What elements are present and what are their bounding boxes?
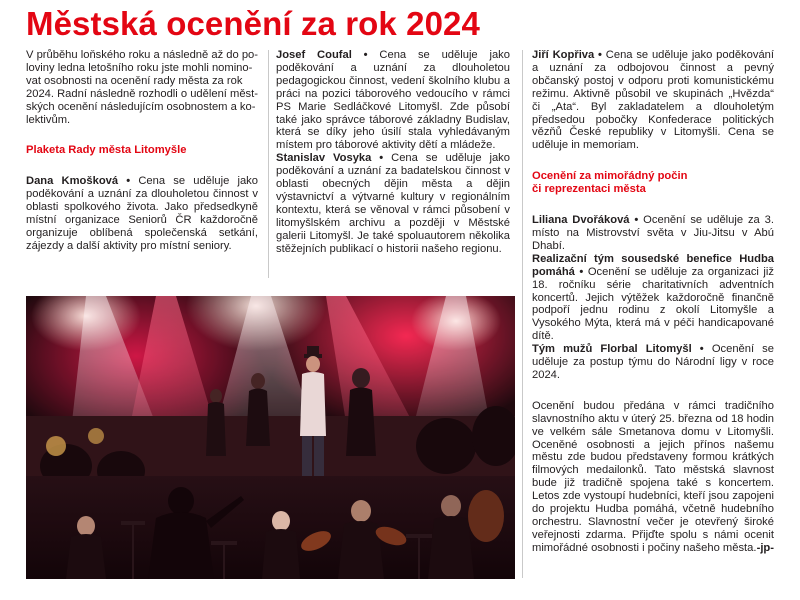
awardee-text: Ocenění se uděluje za organizaci již 18. ročníku série charitativních adventních koncertů. Jejich výtěžek každoročně finančně podpoří jednu rodinu z okolí Litomyšle a Vysokého Mýta, která má v péči handicapované dítě. bbox=[532, 265, 774, 343]
intro-paragraph: V průběhu loňského roku a následně až do po- loviny ledna letošního roku jste mohli nomino- vat osobnosti na ocenění rady města za rok 2024. Radní následně rozhodli o udělení měst- ských ocenění následujícím osobnostem a ko- lektivům. bbox=[26, 49, 258, 126]
awardee-name: Jiří Kopřiva bbox=[532, 49, 595, 61]
awardee-text: Ocenění se uděluje za 3. místo na Mistrovství světa v Jiu-Jitsu v Abú Dhabí. bbox=[532, 214, 774, 252]
awardee-entry: Stanislav Vosyka • Cena se uděluje jako poděkování a uznání za badatelskou činnost v oblasti obecných dějin města a dějin výstavnictví a výtvarné kultury v regionálním kontextu, která se věnoval v rámci působení v litomyšlském archivu a později v Městské galerii Litomyšl. Je také spoluautorem několika stěžejních publikací o historii našeho regionu. bbox=[276, 152, 510, 255]
concert-photo bbox=[26, 296, 515, 579]
awardee-entry: Jiří Kopřiva • Cena se uděluje jako poděkování a uznání za odbojovou činnost a pevný občanský postoj v odporu proti komunistickému režimu. Aktivně působil ve skupinách „Hvězda“ či „Ata“. Byl zakladatelem a dlouholetým předsedou pobočky Konfederace politických vězňů České republiky v Litomyšli. Cena se uděluje in memoriam. bbox=[532, 49, 774, 152]
awardee-text: Cena se uděluje jako poděkování a uznání za dlouholetou činnost v oblasti spolkového života. Jako předsedkyně místní organizace Seniorů ČR každoročně organizuje oblíbená společenská setkání, zájezdy a další aktivity pro místní seniory. bbox=[26, 175, 258, 252]
column-1 bbox=[26, 49, 258, 253]
awardee-text: Ocenění se uděluje za postup týmu do Národní ligy v roce 2024. bbox=[532, 343, 774, 381]
awardee-name: Josef Coufal bbox=[276, 49, 352, 61]
column-divider bbox=[268, 50, 269, 278]
awardee-entry: Liliana Dvořáková • Ocenění se uděluje za 3. místo na Mistrovství světa v Jiu-Jitsu v Abú Dhabí. bbox=[532, 214, 774, 252]
awardee-name: Dana Kmošková bbox=[26, 175, 119, 188]
awardee-entry: Josef Coufal • Cena se uděluje jako poděkování a uznání za dlouholetou pedagogickou činnost, vedení školního klubu a práci na pozici táborového vedoucího v rámci PS Marie Sedláčkové Litomyšl. Zde působí také jako správce táborové základny Budislav, která se díky jeho úsilí stala vyhledávaným místem pro táborové aktivity dětí a mládeže. bbox=[276, 49, 510, 152]
closing-paragraph: Ocenění budou předána v rámci tradičního slavnostního aktu v úterý 25. března od 18 hodin ve velkém sále Smetanova domu v Litomyšli. Oceněné osobnosti a jejich přínos našemu městu zde budou představeny formou krátkých filmových medailonků. Tato městská slavnost bude již tradičně spojena také s koncertem. Letos zde vystoupí hudebníci, kteří jsou zapojeni do projektu Hudba pomáhá, včetně hudebního orchestru. Slavnostní večer je otevřený široké veřejnosti zdarma. Přijďte spolu s námi ocenit mimořádné osobnosti i počiny našeho města. -jp- bbox=[532, 399, 774, 554]
column-divider bbox=[522, 50, 523, 578]
awardee-name: Realizační tým sousedské benefice Hudba pomáhá bbox=[532, 252, 774, 278]
awardee-entry: Dana Kmošková • Cena se uděluje jako poděkování a uznání za dlouholetou činnost v oblasti spolkového života. Jako předsedkyně místní organizace Seniorů ČR každoročně organizuje oblíbená společenská setkání, zájezdy a další aktivity pro místní seniory. bbox=[26, 175, 258, 252]
awardee-entry: Tým mužů Florbal Litomyšl • Ocenění se uděluje za postup týmu do Národní ligy v roce 2024. bbox=[532, 343, 774, 381]
awardee-entry: Realizační tým sousedské benefice Hudba pomáhá • Ocenění se uděluje za organizaci již 18. ročníku série charitativních adventních koncertů. Jejich výtěžek každoročně finančně podpoří jednu rodinu z okolí Litomyšle a Vysokého Mýta, která má v péči handicapované dítě. bbox=[532, 252, 774, 343]
column-3 bbox=[532, 49, 774, 555]
author-signature: -jp- bbox=[756, 541, 774, 554]
awardee-name: Stanislav Vosyka bbox=[276, 152, 372, 165]
page-title: Městská ocenění za rok 2024 bbox=[26, 5, 480, 42]
awardee-text: Cena se uděluje jako poděkování a uznání za odbojovou činnost a pevný občanský postoj v odporu proti komunistickému režimu. Aktivně působil ve skupinách „Hvězda“ či „Ata“. Byl zakladatelem a dlouholetým předsedou pobočky Konfederace politických vězňů České republiky v Litomyšli. Cena se uděluje in memoriam. bbox=[532, 49, 774, 152]
awardee-name: Liliana Dvořáková bbox=[532, 214, 630, 227]
awardee-text: Cena se uděluje jako poděkování a uznání za badatelskou činnost v oblasti obecných dějin města a dějin výstavnictví a výtvarné kultury v regionálním kontextu, která se věnoval v rámci působení v litomyšlském archivu a později v Městské galerii Litomyšl. Je také spoluautorem několika stěžejních publikací o historii našeho regionu. bbox=[276, 152, 510, 255]
column-2 bbox=[276, 49, 510, 256]
awardee-name: Tým mužů Florbal Litomyšl bbox=[532, 343, 692, 356]
section-heading-plaketa: Plaketa Rady města Litomyšle bbox=[26, 144, 187, 157]
section-heading-mimoradny-pocin: Ocenění za mimořádný počin či reprezentaci města bbox=[532, 170, 688, 196]
awardee-text: Cena se uděluje jako poděkování a uznání za dlouholetou pedagogickou činnost, vedení školního klubu a práci na pozici táborového vedoucího v rámci PS Marie Sedláčkové Litomyšl. Zde působí také jako správce táborové základny Budislav, která se díky jeho úsilí stala vyhledávaným místem pro táborové aktivity dětí a mládeže. bbox=[276, 49, 510, 152]
